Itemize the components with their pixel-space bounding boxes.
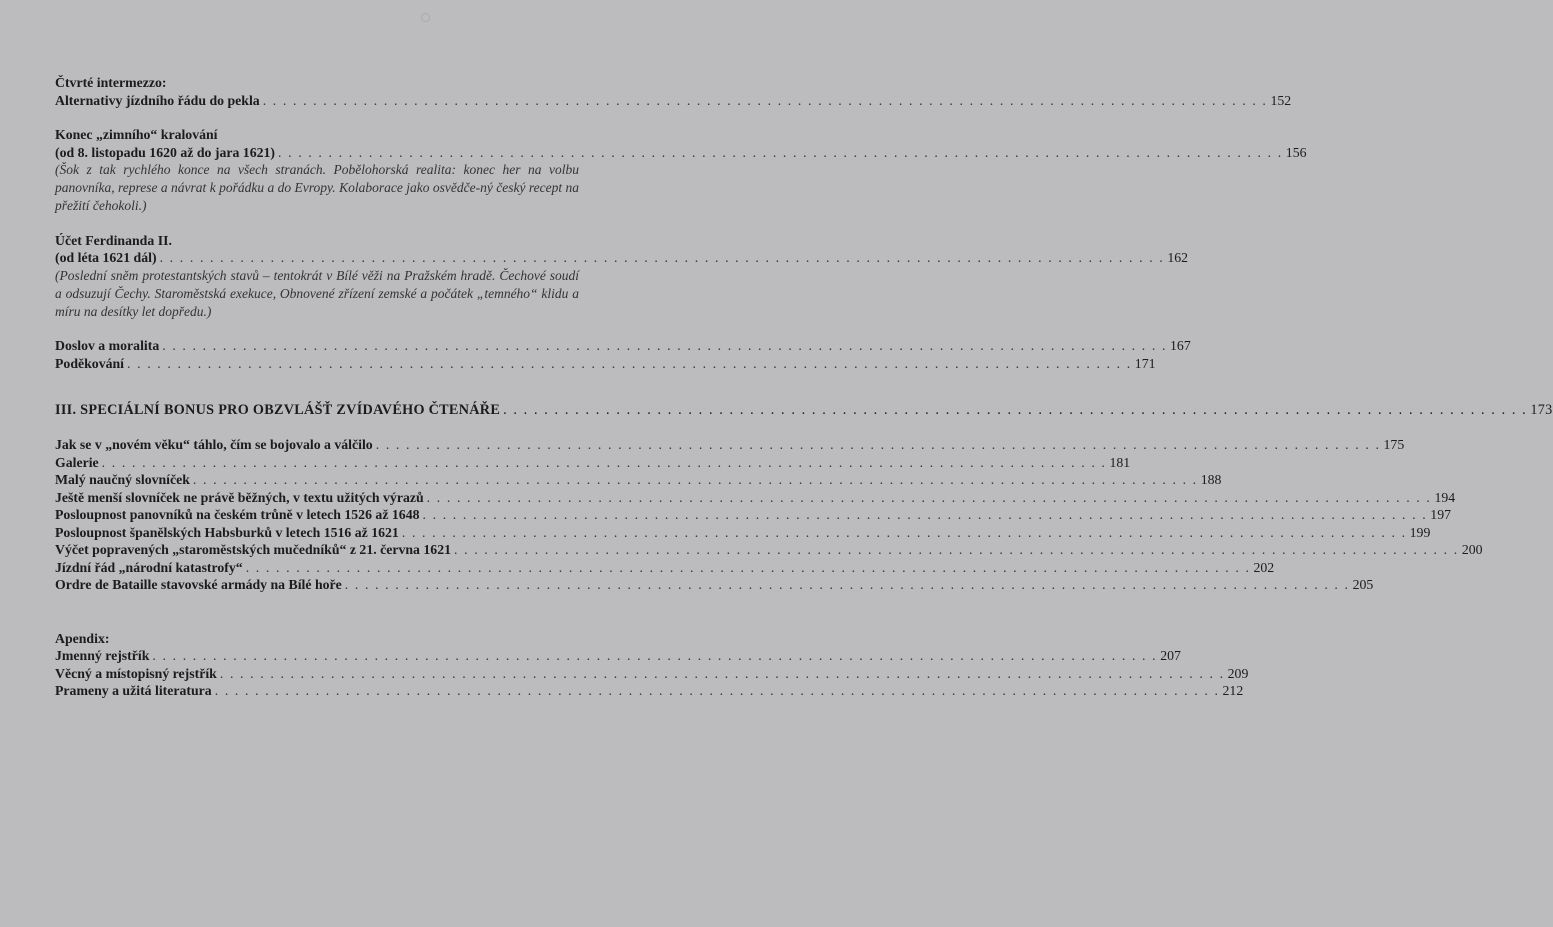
page-number: 209	[1227, 665, 1249, 681]
page-number: 167	[1170, 338, 1191, 354]
entry-title-line1: Účet Ferdinanda II.	[55, 232, 172, 248]
page-corner-mark	[421, 13, 430, 22]
toc-line[interactable]	[55, 682, 1244, 700]
entry-title: Věcný a místopisný rejstřík	[55, 665, 217, 681]
entry-title: Výčet popravených „staroměstských mučedníků“ z 21. června 1621	[55, 542, 452, 558]
page-number: 197	[1430, 507, 1451, 523]
entry-title: Ještě menší slovníček ne právě běžných, v textu užitých výrazů	[55, 489, 424, 505]
leader-dots: . . . . . . . . . . . . . . . . . . . . . . . . . . . . . . . . . . . . . . . . . . . . . . . . . . . . . . . . . . . . . . . . . . . . . . . . . . . . . . . . . . . . . . . . . . . . . . . . . . . .	[454, 542, 1459, 558]
page-number: 162	[1167, 250, 1189, 266]
entry-title: Posloupnost španělských Habsburků v letech 1516 až 1621	[55, 524, 399, 540]
toc-line[interactable]	[55, 665, 1249, 683]
page-number: 152	[1270, 92, 1292, 108]
leader-dots: . . . . . . . . . . . . . . . . . . . . . . . . . . . . . . . . . . . . . . . . . . . . . . . . . . . . . . . . . . . . . . . . . . . . . . . . . . . . . . . . . . . . . . . . . . . . . . . . . . . .	[426, 489, 1432, 505]
page-number: 200	[1461, 542, 1483, 558]
toc-line[interactable]	[55, 489, 1456, 507]
apendix-heading: Apendix:	[55, 630, 110, 646]
entry-title: Jmenný rejstřík	[55, 648, 150, 664]
leader-dots: . . . . . . . . . . . . . . . . . . . . . . . . . . . . . . . . . . . . . . . . . . . . . . . . . . . . . . . . . . . . . . . . . . . . . . . . . . . . . . . . . . . . . . . . . . . . . . . . . . . .	[127, 355, 1132, 371]
toc-line[interactable]	[55, 454, 1131, 472]
toc-entry-doslov	[55, 337, 1191, 372]
toc-line[interactable]	[55, 559, 1275, 577]
leader-dots: . . . . . . . . . . . . . . . . . . . . . . . . . . . . . . . . . . . . . . . . . . . . . . . . . . . . . . . . . . . . . . . . . . . . . . . . . . . . . . . . . . . . . . . . . . . . . . . . . . . .	[159, 250, 1165, 266]
toc-line[interactable]	[55, 541, 1483, 559]
page-number: 212	[1222, 683, 1244, 699]
leader-dots: . . . . . . . . . . . . . . . . . . . . . . . . . . . . . . . . . . . . . . . . . . . . . . . . . . . . . . . . . . . . . . . . . . . . . . . . . . . . . . . . . . . . . . . . . . . . . . . . . . . .	[375, 437, 1381, 453]
entry-title: Poděkování	[55, 355, 124, 371]
leader-dots: . . . . . . . . . . . . . . . . . . . . . . . . . . . . . . . . . . . . . . . . . . . . . . . . . . . . . . . . . . . . . . . . . . . . . . . . . . . . . . . . . . . . . . . . . . . . . . . . . . . .	[101, 454, 1107, 470]
toc-line[interactable]	[55, 355, 1156, 373]
toc-line[interactable]	[55, 471, 1222, 489]
leader-dots: . . . . . . . . . . . . . . . . . . . . . . . . . . . . . . . . . . . . . . . . . . . . . . . . . . . . . . . . . . . . . . . . . . . . . . . . . . . . . . . . . . . . . . . . . . . . . . . . . . . .	[344, 577, 1350, 593]
bonus-list	[55, 436, 1483, 594]
toc-line[interactable]	[55, 576, 1374, 594]
entry-description: (Poslední sněm protestantských stavů – tentokrát v Bílé věži na Pražském hradě. Čechové soudí a odsuzují Čechy. Staroměstská exekuce, Obnovené zřízení zemské a počátek „temného“ klidu a míru na desítky let dopředu.)	[55, 267, 579, 320]
entry-title: Posloupnost panovníků na českém trůně v letech 1526 až 1648	[55, 507, 420, 523]
leader-dots: . . . . . . . . . . . . . . . . . . . . . . . . . . . . . . . . . . . . . . . . . . . . . . . . . . . . . . . . . . . . . . . . . . . . . . . . . . . . . . . . . . . . . . . . . . . . . . . . . . . .	[262, 92, 1268, 108]
leader-dots: . . . . . . . . . . . . . . . . . . . . . . . . . . . . . . . . . . . . . . . . . . . . . . . . . . . . . . . . . . . . . . . . . . . . . . . . . . . . . . . . . . . . . . . . . . . . . . . . . . . .	[278, 144, 1283, 160]
entry-title: (od 8. listopadu 1620 až do jara 1621)	[55, 144, 275, 160]
page-number: 205	[1352, 577, 1374, 593]
toc-entry-ferdinand	[55, 232, 1189, 322]
leader-dots: . . . . . . . . . . . . . . . . . . . . . . . . . . . . . . . . . . . . . . . . . . . . . . . . . . . . . . . . . . . . . . . . . . . . . . . . . . . . . . . . . . . . . . . . . . . . . . . . . . . .	[503, 402, 1528, 419]
leader-dots: . . . . . . . . . . . . . . . . . . . . . . . . . . . . . . . . . . . . . . . . . . . . . . . . . . . . . . . . . . . . . . . . . . . . . . . . . . . . . . . . . . . . . . . . . . . . . . . . . . . .	[245, 559, 1251, 575]
entry-title: Galerie	[55, 454, 99, 470]
leader-dots: . . . . . . . . . . . . . . . . . . . . . . . . . . . . . . . . . . . . . . . . . . . . . . . . . . . . . . . . . . . . . . . . . . . . . . . . . . . . . . . . . . . . . . . . . . . . . . . . . . . .	[162, 338, 1168, 354]
leader-dots: . . . . . . . . . . . . . . . . . . . . . . . . . . . . . . . . . . . . . . . . . . . . . . . . . . . . . . . . . . . . . . . . . . . . . . . . . . . . . . . . . . . . . . . . . . . . . . . . . . . .	[401, 524, 1407, 540]
entry-description: (Šok z tak rychlého konce na všech stranách. Pobělohorská realita: konec her na volbu panovníka, represe a návrat k pořádku a do Evropy. Kolaborace jako osvědče-ný český recept na přežití čehokoli.)	[55, 162, 579, 214]
page-number: 199	[1409, 524, 1431, 540]
page-number: 188	[1200, 472, 1222, 488]
leader-dots: . . . . . . . . . . . . . . . . . . . . . . . . . . . . . . . . . . . . . . . . . . . . . . . . . . . . . . . . . . . . . . . . . . . . . . . . . . . . . . . . . . . . . . . . . . . . . . . . . . . .	[214, 683, 1220, 699]
table-of-contents	[55, 74, 1553, 700]
page-number: 173	[1530, 402, 1553, 419]
section-title: III. SPECIÁLNÍ BONUS PRO OBZVLÁŠŤ ZVÍDAVÉHO ČTENÁŘE	[55, 402, 501, 419]
toc-line[interactable]	[55, 506, 1451, 524]
intermezzo-heading: Čtvrté intermezzo:	[55, 75, 167, 90]
leader-dots: . . . . . . . . . . . . . . . . . . . . . . . . . . . . . . . . . . . . . . . . . . . . . . . . . . . . . . . . . . . . . . . . . . . . . . . . . . . . . . . . . . . . . . . . . . . . . . . . . . . .	[152, 648, 1158, 664]
page-number: 202	[1253, 559, 1275, 575]
entry-title: Doslov a moralita	[55, 338, 160, 354]
entry-title: (od léta 1621 dál)	[55, 250, 157, 266]
page-number: 194	[1434, 489, 1456, 505]
page-number: 181	[1109, 454, 1131, 470]
entry-title-line1: Konec „zimního“ kralování	[55, 127, 218, 142]
toc-entry-bonus	[55, 402, 1553, 419]
page-number: 156	[1285, 144, 1307, 160]
toc-entry-winter	[55, 126, 1307, 216]
page-number: 175	[1383, 437, 1405, 453]
leader-dots: . . . . . . . . . . . . . . . . . . . . . . . . . . . . . . . . . . . . . . . . . . . . . . . . . . . . . . . . . . . . . . . . . . . . . . . . . . . . . . . . . . . . . . . . . . . . . . . . . . . .	[422, 507, 1428, 523]
toc-line[interactable]	[55, 337, 1191, 355]
leader-dots: . . . . . . . . . . . . . . . . . . . . . . . . . . . . . . . . . . . . . . . . . . . . . . . . . . . . . . . . . . . . . . . . . . . . . . . . . . . . . . . . . . . . . . . . . . . . . . . . . . . .	[219, 665, 1225, 681]
leader-dots: . . . . . . . . . . . . . . . . . . . . . . . . . . . . . . . . . . . . . . . . . . . . . . . . . . . . . . . . . . . . . . . . . . . . . . . . . . . . . . . . . . . . . . . . . . . . . . . . . . . .	[192, 472, 1198, 488]
entry-title: Malý naučný slovníček	[55, 472, 190, 488]
toc-line[interactable]	[55, 249, 1189, 267]
toc-line[interactable]	[55, 524, 1431, 542]
entry-title: Alternativy jízdního řádu do pekla	[55, 92, 260, 108]
entry-title: Jak se v „novém věku“ táhlo, čím se bojovalo a válčilo	[55, 437, 373, 453]
entry-title: Ordre de Bataille stavovské armády na Bílé hoře	[55, 577, 342, 593]
entry-title: Prameny a užitá literatura	[55, 683, 212, 699]
entry-title: Jízdní řád „národní katastrofy“	[55, 559, 243, 575]
apendix-list	[55, 630, 1249, 700]
toc-line[interactable]	[55, 144, 1307, 162]
toc-line[interactable]	[55, 647, 1181, 665]
page-number: 171	[1134, 355, 1156, 371]
toc-line[interactable]	[55, 436, 1405, 454]
toc-section-line[interactable]	[55, 402, 1553, 419]
toc-line[interactable]	[55, 92, 1292, 110]
page-number: 207	[1160, 648, 1181, 664]
toc-entry-intermezzo	[55, 74, 1292, 109]
